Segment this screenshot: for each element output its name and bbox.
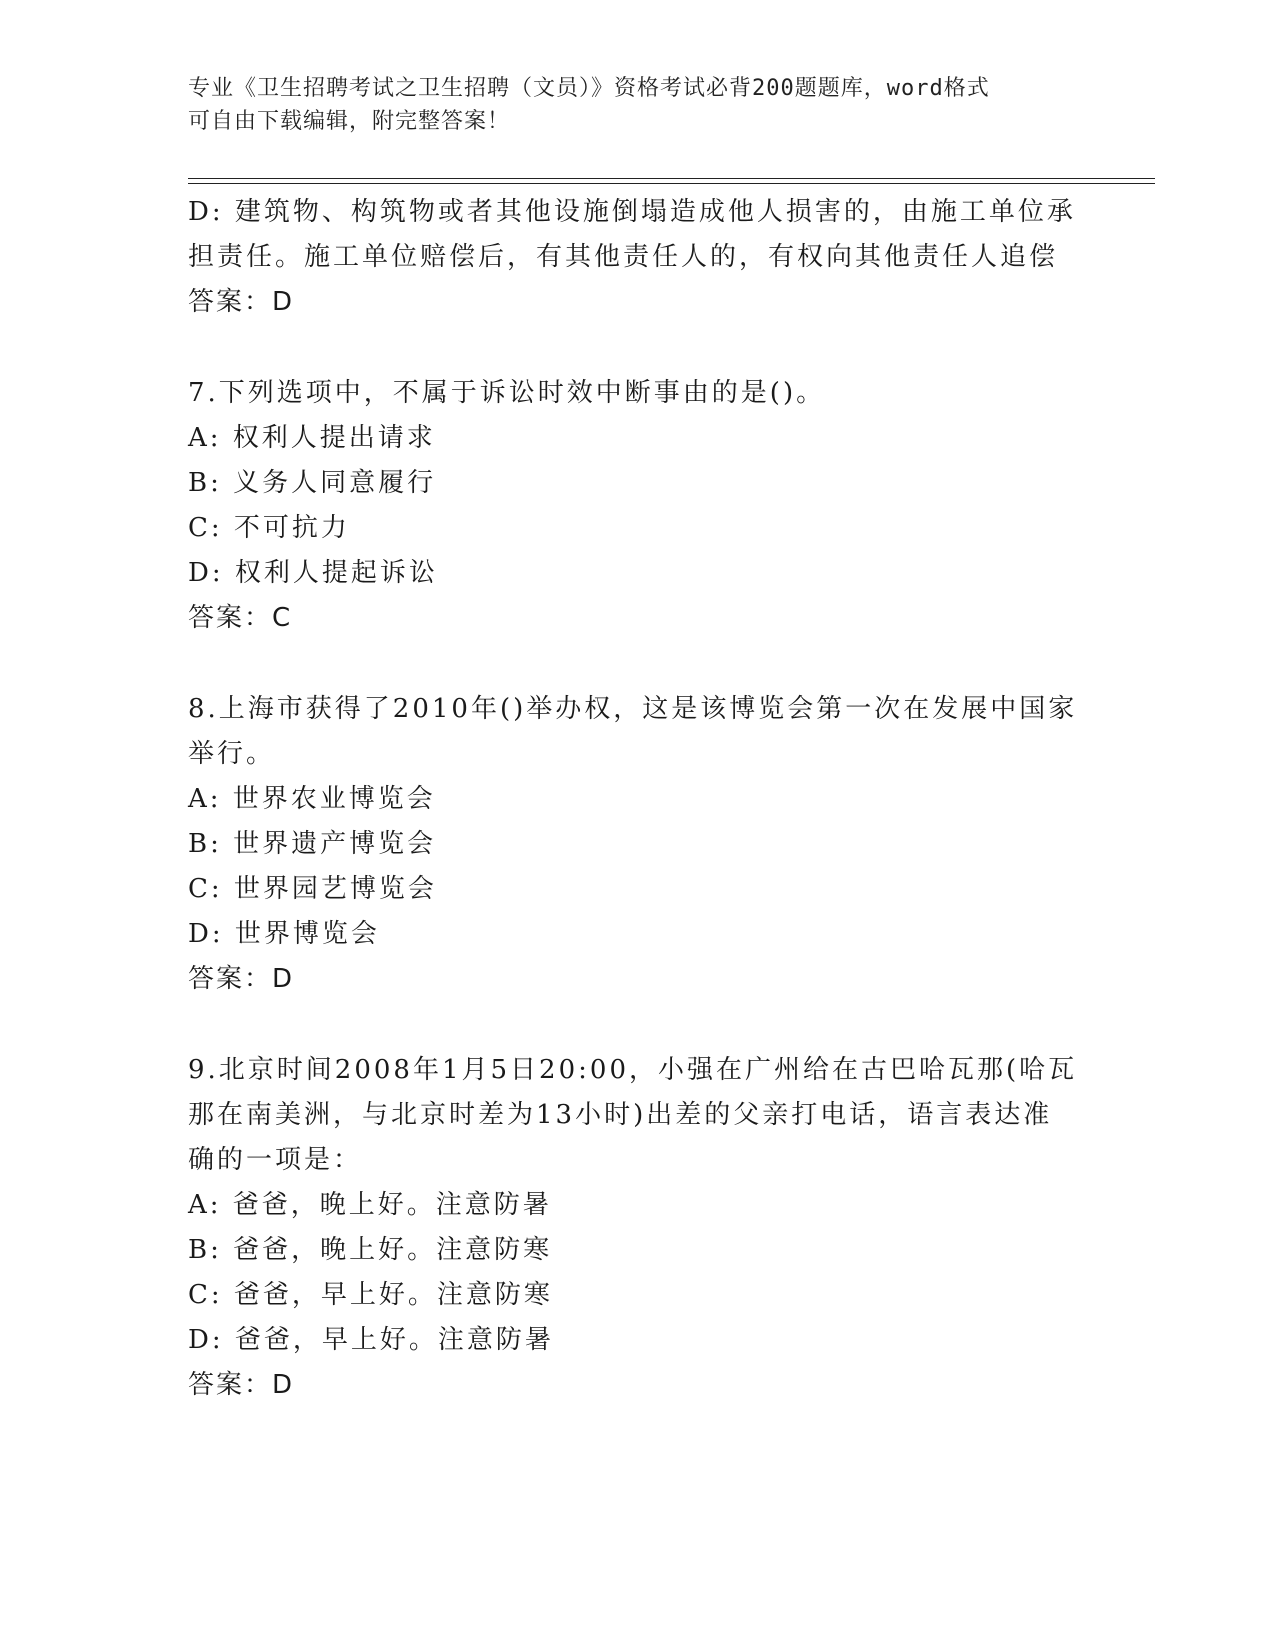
question-stem: 9.北京时间2008年1月5日20:00，小强在广州给在古巴哈瓦那(哈瓦 bbox=[188, 1055, 1078, 1085]
spacer bbox=[188, 641, 1088, 687]
option-c: C: 不可抗力 bbox=[188, 513, 350, 543]
header-divider-bottom bbox=[188, 183, 1155, 184]
question-stem: 7.下列选项中，不属于诉讼时效中断事由的是()。 bbox=[188, 378, 826, 408]
question-stem-continued: 确的一项是： bbox=[188, 1145, 363, 1175]
header-title-line-2: 可自由下载编辑，附完整答案！ bbox=[188, 109, 511, 134]
document-body bbox=[188, 190, 1088, 1408]
option-a: A: 爸爸，晚上好。注意防暑 bbox=[188, 1190, 552, 1220]
answer-label: 答案：C bbox=[188, 603, 293, 633]
spacer bbox=[188, 325, 1088, 371]
option-b: B: 世界遗产博览会 bbox=[188, 829, 437, 859]
spacer bbox=[188, 1002, 1088, 1048]
option-b: B: 爸爸，晚上好。注意防寒 bbox=[188, 1235, 553, 1265]
option-a: A: 世界农业博览会 bbox=[188, 784, 436, 814]
document-header bbox=[188, 72, 1088, 138]
question-8 bbox=[188, 687, 1088, 1002]
option-d-line-2: 担责任。施工单位赔偿后，有其他责任人的，有权向其他责任人追偿 bbox=[188, 242, 1059, 272]
option-c: C: 爸爸，早上好。注意防寒 bbox=[188, 1280, 553, 1310]
question-stem: 8.上海市获得了2010年()举办权，这是该博览会第一次在发展中国家 bbox=[188, 694, 1078, 724]
option-d: D: 爸爸，早上好。注意防暑 bbox=[188, 1325, 554, 1355]
answer-label: 答案：D bbox=[188, 287, 295, 317]
answer-label: 答案：D bbox=[188, 1370, 295, 1400]
option-d: D: 世界博览会 bbox=[188, 919, 380, 949]
header-divider-top bbox=[188, 178, 1155, 179]
question-9 bbox=[188, 1048, 1088, 1408]
option-a: A: 权利人提出请求 bbox=[188, 423, 436, 453]
answer-label: 答案：D bbox=[188, 964, 295, 994]
question-stem-continued: 那在南美洲，与北京时差为13小时)出差的父亲打电话，语言表达准 bbox=[188, 1100, 1053, 1130]
question-stem-continued: 举行。 bbox=[188, 739, 276, 769]
option-d-line-1: D: 建筑物、构筑物或者其他设施倒塌造成他人损害的，由施工单位承 bbox=[188, 197, 1076, 227]
question-6-tail bbox=[188, 190, 1088, 325]
option-c: C: 世界园艺博览会 bbox=[188, 874, 437, 904]
question-7 bbox=[188, 371, 1088, 641]
option-b: B: 义务人同意履行 bbox=[188, 468, 437, 498]
header-title-line-1: 专业《卫生招聘考试之卫生招聘（文员）》资格考试必背200题题库，word格式 bbox=[188, 76, 990, 101]
option-d: D: 权利人提起诉讼 bbox=[188, 558, 438, 588]
